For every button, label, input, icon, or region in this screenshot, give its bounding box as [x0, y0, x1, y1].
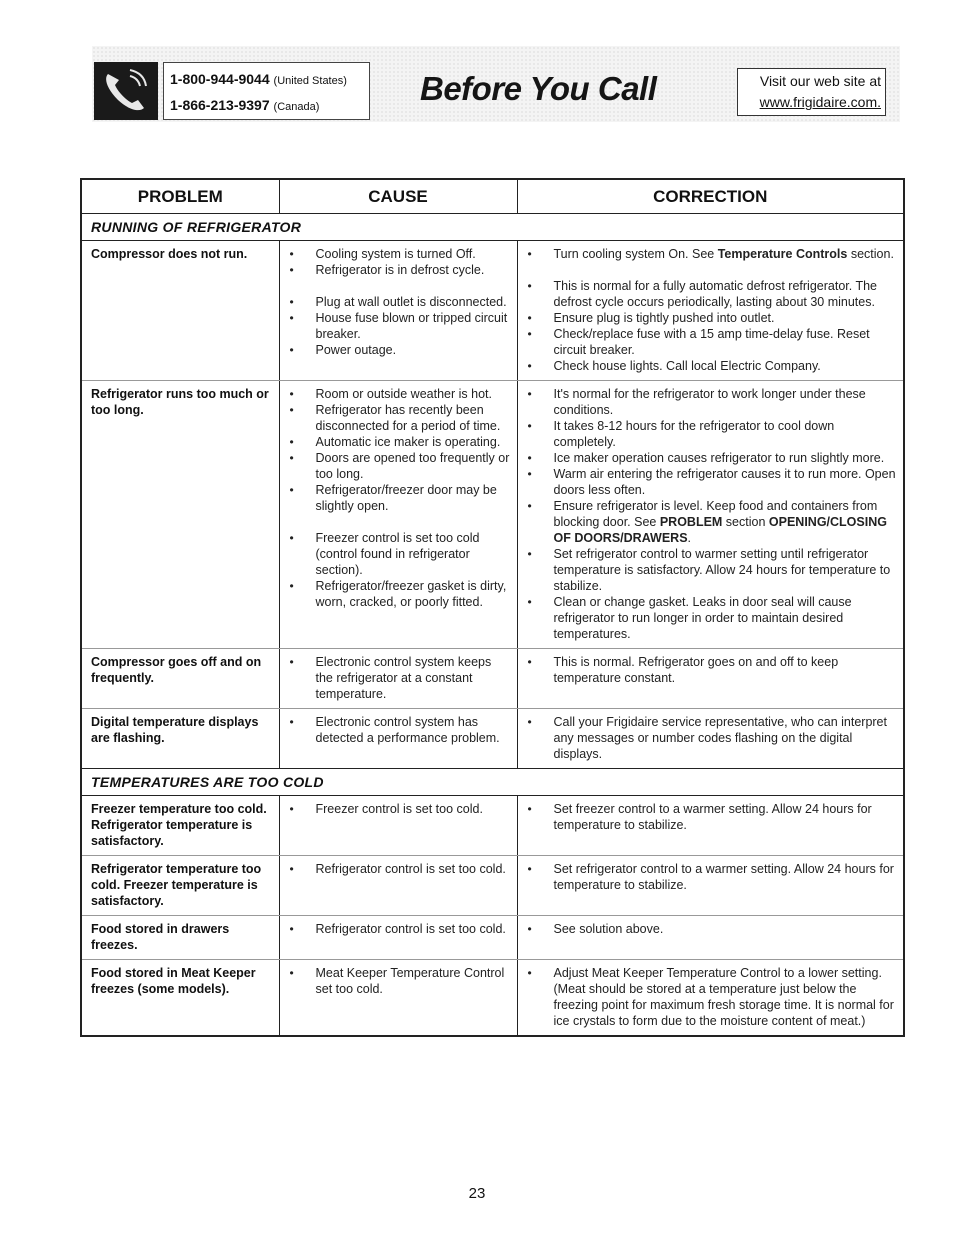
correction-text: section. — [847, 247, 894, 261]
phone-us-number: 1-800-944-9044 — [170, 71, 270, 87]
problem-cell: Compressor does not run. — [81, 241, 279, 381]
cause-item: • Automatic ice maker is operating. — [280, 434, 511, 450]
website-link[interactable]: www.frigidaire.com. — [759, 94, 881, 110]
website-box — [737, 68, 886, 116]
table-row — [81, 960, 904, 1037]
table-row — [81, 381, 904, 649]
column-cause: CAUSE — [279, 179, 517, 214]
section-title: RUNNING OF REFRIGERATOR — [81, 214, 904, 241]
correction-text: Ice maker operation causes refrigerator to run slightly more. — [553, 451, 885, 465]
cause-item: • Refrigerator/freezer door may be slightly open. — [280, 482, 511, 514]
correction-item — [518, 326, 898, 358]
correction-cell — [517, 381, 904, 649]
cause-cell — [279, 709, 517, 769]
cause-item: • Plug at wall outlet is disconnected. — [280, 294, 511, 310]
correction-text: It takes 8-12 hours for the refrigerator to cool down completely. — [553, 419, 835, 449]
cause-cell — [279, 960, 517, 1037]
problem-cell: Food stored in drawers freezes. — [81, 916, 279, 960]
correction-item — [518, 654, 898, 686]
column-problem: PROBLEM — [81, 179, 279, 214]
correction-emphasis: PROBLEM — [659, 515, 723, 529]
correction-cell — [517, 709, 904, 769]
correction-item — [518, 714, 898, 762]
correction-item — [518, 418, 898, 450]
correction-cell — [517, 241, 904, 381]
cause-item: • Electronic control system has detected a performance problem. — [280, 714, 511, 746]
correction-text: Adjust Meat Keeper Temperature Control to a lower setting. (Meat should be stored at a temperature just below the freezing point for maximum fresh storage time. It is normal for ice crystals to form due to the moisture content of meat.) — [553, 966, 894, 1028]
correction-text: section — [722, 515, 769, 529]
correction-item — [518, 594, 898, 642]
cause-item: • Freezer control is set too cold. — [280, 801, 511, 817]
problem-cell: Digital temperature displays are flashing. — [81, 709, 279, 769]
table-row — [81, 916, 904, 960]
cause-item: • Cooling system is turned Off. — [280, 246, 511, 262]
phone-ca-number: 1-866-213-9397 — [170, 97, 270, 113]
cause-item: • Power outage. — [280, 342, 511, 358]
cause-item: • Room or outside weather is hot. — [280, 386, 511, 402]
correction-emphasis: OPENING/CLOSING OF DOORS/DRAWERS — [553, 515, 887, 545]
cause-item: • Electronic control system keeps the refrigerator at a constant temperature. — [280, 654, 511, 702]
correction-text: . — [687, 531, 692, 545]
correction-item — [518, 921, 898, 937]
correction-text: Ensure plug is tightly pushed into outlet. — [553, 311, 775, 325]
correction-text: Clean or change gasket. Leaks in door seal will cause refrigerator to run longer in order to maintain desired temperatures. — [553, 595, 852, 641]
section-header — [81, 214, 904, 241]
correction-item — [518, 546, 898, 594]
cause-cell — [279, 241, 517, 381]
correction-item — [518, 386, 898, 418]
phone-ca — [170, 93, 363, 119]
cause-item: • Refrigerator has recently been disconnected for a period of time. — [280, 402, 511, 434]
correction-text: It's normal for the refrigerator to work longer under these conditions. — [553, 387, 866, 417]
table-row — [81, 709, 904, 769]
cause-item: • Freezer control is set too cold (control found in refrigerator section). — [280, 530, 511, 578]
cause-item: • Refrigerator control is set too cold. — [280, 921, 511, 937]
cause-cell — [279, 796, 517, 856]
table-row — [81, 241, 904, 381]
table-body — [81, 214, 904, 1037]
correction-emphasis: Temperature Controls — [717, 247, 848, 261]
correction-text: Check house lights. Call local Electric Company. — [553, 359, 821, 373]
correction-text: Check/replace fuse with a 15 amp time-delay fuse. Reset circuit breaker. — [553, 327, 870, 357]
correction-item — [518, 801, 898, 833]
cause-cell — [279, 649, 517, 709]
correction-text: See solution above. — [553, 922, 664, 936]
correction-cell — [517, 796, 904, 856]
correction-cell — [517, 916, 904, 960]
cause-cell — [279, 381, 517, 649]
correction-item — [518, 498, 898, 546]
cause-item: • Refrigerator is in defrost cycle. — [280, 262, 511, 278]
correction-item — [518, 466, 898, 498]
page-title: Before You Call — [420, 70, 657, 107]
correction-item — [518, 450, 898, 466]
cause-item: • House fuse blown or tripped circuit breaker. — [280, 310, 511, 342]
problem-cell: Compressor goes off and on frequently. — [81, 649, 279, 709]
correction-item — [518, 861, 898, 893]
correction-item — [518, 965, 898, 1029]
correction-text: Ensure refrigerator is level. Keep food and containers from blocking door. See — [553, 499, 878, 529]
column-correction: CORRECTION — [517, 179, 904, 214]
correction-cell — [517, 856, 904, 916]
table-header — [81, 179, 904, 214]
correction-text: This is normal for a fully automatic defrost refrigerator. The defrost cycle occurs periodically, lasting about 30 minutes. — [553, 279, 878, 309]
correction-item — [518, 246, 898, 262]
correction-text: This is normal. Refrigerator goes on and off to keep temperature constant. — [553, 655, 839, 685]
problem-cell: Refrigerator runs too much or too long. — [81, 381, 279, 649]
correction-item — [518, 310, 898, 326]
correction-text: Set freezer control to a warmer setting. Allow 24 hours for temperature to stabilize. — [553, 802, 872, 832]
cause-cell — [279, 916, 517, 960]
phone-ca-label: (Canada) — [273, 101, 320, 113]
problem-cell: Food stored in Meat Keeper freezes (some models). — [81, 960, 279, 1037]
correction-item — [518, 278, 898, 310]
table-row — [81, 796, 904, 856]
correction-text: Set refrigerator control to a warmer setting. Allow 24 hours for temperature to stabilize. — [553, 862, 894, 892]
correction-text: Set refrigerator control to warmer setting until refrigerator temperature is satisfactory. Allow 24 hours for temperature to stabilize. — [553, 547, 891, 593]
correction-text: Call your Frigidaire service representative, who can interpret any messages or number codes flashing on the digital displays. — [553, 715, 887, 761]
table-row — [81, 856, 904, 916]
troubleshooting-table — [80, 178, 905, 1037]
phone-us — [170, 67, 363, 93]
correction-text: Warm air entering the refrigerator causes it to run more. Open doors less often. — [553, 467, 896, 497]
phone-us-label: (United States) — [273, 75, 347, 87]
problem-cell: Freezer temperature too cold. Refrigerator temperature is satisfactory. — [81, 796, 279, 856]
cause-cell — [279, 856, 517, 916]
correction-text: Turn cooling system On. See — [553, 247, 718, 261]
section-header — [81, 769, 904, 796]
correction-cell — [517, 649, 904, 709]
cause-item: • Refrigerator/freezer gasket is dirty, worn, cracked, or poorly fitted. — [280, 578, 511, 610]
correction-cell — [517, 960, 904, 1037]
cause-item: • Meat Keeper Temperature Control set too cold. — [280, 965, 511, 997]
table-row — [81, 649, 904, 709]
cause-item: • Refrigerator control is set too cold. — [280, 861, 511, 877]
phone-icon — [94, 62, 158, 120]
website-label: Visit our web site at — [759, 73, 881, 89]
cause-item: • Doors are opened too frequently or too long. — [280, 450, 511, 482]
problem-cell: Refrigerator temperature too cold. Freezer temperature is satisfactory. — [81, 856, 279, 916]
phone-numbers — [163, 62, 370, 120]
correction-item — [518, 358, 898, 374]
page-number: 23 — [468, 1185, 486, 1202]
section-title: TEMPERATURES ARE TOO COLD — [81, 769, 904, 796]
